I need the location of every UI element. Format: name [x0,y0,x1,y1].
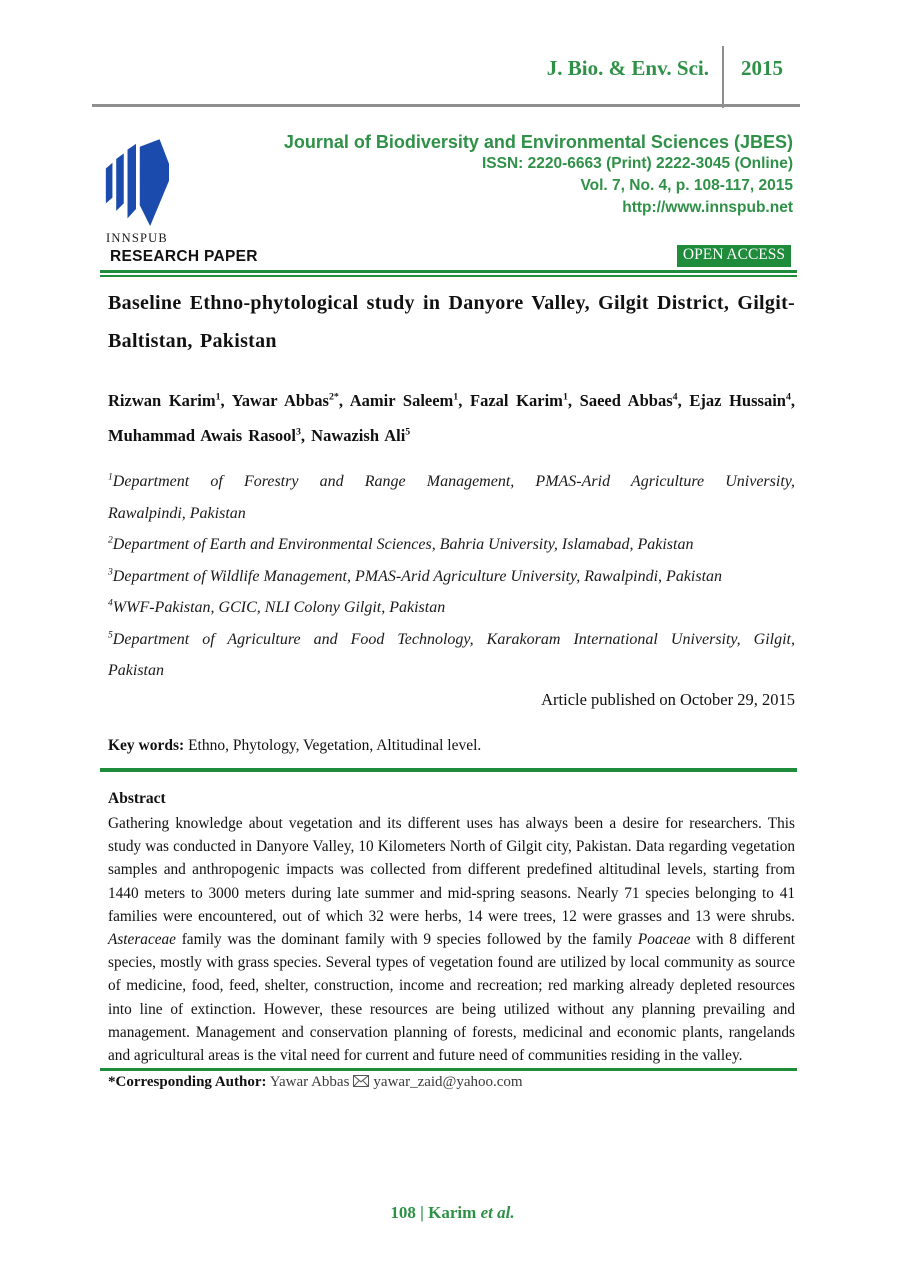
header-vertical-divider [722,46,724,108]
header-year: 2015 [741,56,783,80]
header-rule [92,104,800,107]
corresponding-name: Yawar Abbas [266,1074,350,1090]
issn-line: ISSN: 2220-6663 (Print) 2222-3045 (Online) [482,155,793,172]
corresponding-author-line [108,1074,523,1091]
published-note: Article published on October 29, 2015 [541,690,795,709]
logo-label: INNSPUB [106,231,168,245]
affiliation-line: $^3$Department of Wildlife Management, PMAS-Arid Agriculture University, Rawalpindi, Pakistan [108,566,723,585]
keywords-label: Key words: [108,737,185,754]
open-access-badge: OPEN ACCESS [677,245,791,267]
affiliation-line: Rawalpindi, Pakistan [108,504,246,522]
banner-double-rule [100,270,797,277]
keywords-line [108,737,795,755]
journal-website-link[interactable]: http://www.innspub.net [622,199,793,216]
abstract-text: Gathering knowledge about vegetation and its different uses has always been a desire for researchers. This study was conducted in Danyore Valley, 10 Kilometers North of Gilgit city, Pakistan. Data regarding vegetation samples and anthropogenic impacts was collected from different predefined altitudinal levels, starting from 1440 meters to 3000 meters during late summer and mid-spring seasons. Nearly 71 species belonging to 41 families were encountered, out of which 32 were herbs, 14 were trees, 12 were grasses and 13 were shrubs. Asteraceae family was the dominant family with 9 species followed by the family Poaceae with 8 different species, mostly with grass species. Several types of vegetation found are utilized by local community as source of medicine, food, feed, shelter, construction, income and recreation; red marking already depleted resources into line of extinction. However, these resources are being utilized without any planning prevailing and management. Management and conservation planning of forests, medicinal and economic plants, rangelands and agricultural areas is the vital need for current and future need of communities residing in the valley. [108,815,795,1065]
corresponding-email[interactable]: yawar_zaid@yahoo.com [373,1074,523,1090]
corresponding-rule [100,1068,797,1071]
journal-name: Journal of Biodiversity and Environmental Sciences (JBES) [283,132,793,152]
affiliation-line: Pakistan [108,662,164,679]
affiliations [108,466,795,687]
corresponding-label: *Corresponding Author: [108,1074,267,1090]
keywords-text: Ethno, Phytology, Vegetation, Altitudinal level. [184,737,482,754]
abstract-heading: Abstract [108,790,166,807]
affiliation-line: $^2$Department of Earth and Environmental Sciences, Bahria University, Islamabad, Pakistan [108,534,694,553]
envelope-icon [353,1075,369,1087]
article-title: Baseline Ethno-phytological study in Danyore Valley, Gilgit District, Gilgit-Baltistan, Pakistan [108,292,795,352]
authors-line: Rizwan Karim$^1$, Yawar Abbas$^{2*}$, Aamir Saleem$^1$, Fazal Karim$^1$, Saeed Abbas$^4$, Ejaz Hussain$^4$, Muhammad Awais Rasool$^3$, Nawazish Ali$^5$ [108,391,796,445]
affiliation-line: $^1$Department of Forestry and Range Management, PMAS-Arid Agriculture University, [108,471,795,490]
page-footer: 108 | Karim et al. [390,1203,515,1222]
innspub-logo [103,138,169,230]
affiliation-line: $^4$WWF-Pakistan, GCIC, NLI Colony Gilgit, Pakistan [108,597,446,616]
affiliation-line: $^5$Department of Agriculture and Food Technology, Karakoram International University, Gilgit, [108,629,795,648]
masthead-info [284,131,793,219]
header-journal-abbrev: J. Bio. & Env. Sci. [546,56,709,80]
paper-type-label: RESEARCH PAPER [110,248,258,265]
volume-line: Vol. 7, No. 4, p. 108-117, 2015 [580,177,793,194]
keywords-rule [100,768,797,772]
